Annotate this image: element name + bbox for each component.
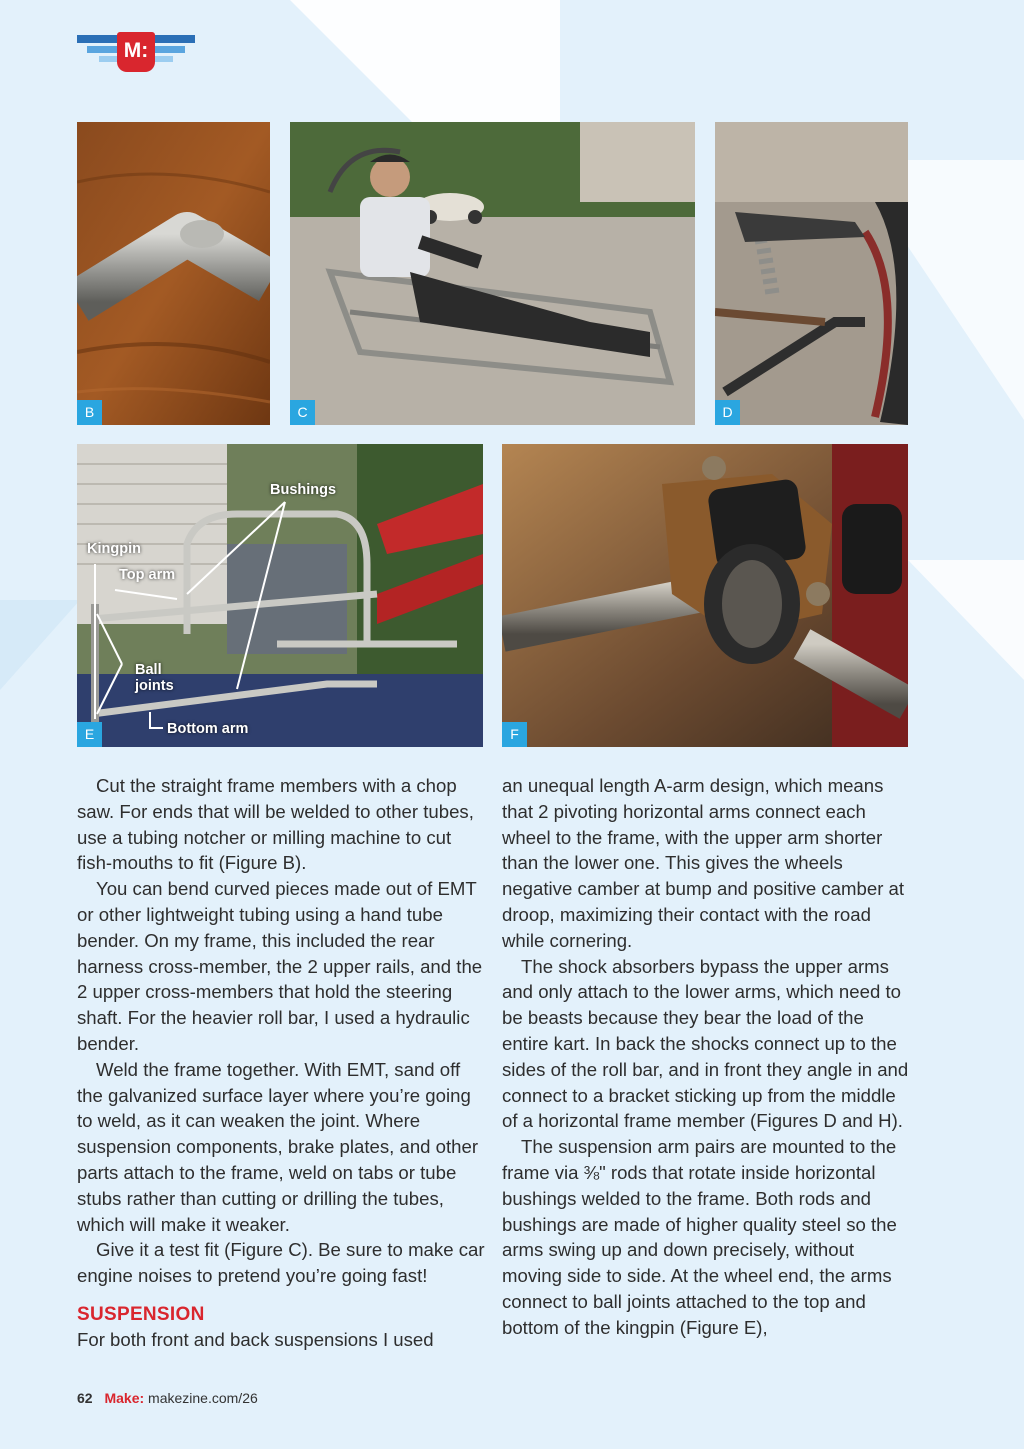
left-column	[77, 773, 487, 1353]
right-paragraph-2: The shock absorbers bypass the upper arms and only attach to the lower arms, which need to be beasts because they bear the load of the entire kart. In back the shocks connect up to the sides of the roll bar, and in front they angle in and connect to a bracket sticking up from the middle of a horizontal frame member (Figures D and H).	[502, 955, 909, 1132]
callout-bushings: Bushings	[270, 482, 337, 498]
right-paragraph-1: an unequal length A-arm design, which means that 2 pivoting horizontal arms connect each wheel to the frame, with the upper arm shorter than the lower one. This gives the wheels negative camber at bump and positive camber at droop, maximizing their contact with the road while cornering.	[502, 775, 905, 951]
left-paragraph-5: For both front and back suspensions I used	[77, 1328, 434, 1350]
photo-f	[502, 444, 908, 747]
right-paragraph-3: The suspension arm pairs are mounted to the frame via ⅜" rods that rotate inside horizontal bushings welded to the frame. Both rods and bushings are made of higher quality steel so the arms swing up and down precisely, without moving side to side. At the wheel end, the arms connect to ball joints attached to the top and bottom of the kingpin (Figure E),	[502, 1136, 897, 1338]
section-heading-suspension: SUSPENSION	[77, 1303, 205, 1325]
figure-label-b: B	[77, 400, 102, 425]
callout-ball-joints	[135, 662, 174, 694]
left-paragraph-2: You can bend curved pieces made out of EMT or other lightweight tubing using a hand tube bender. On my frame, this included the rear harness cross-member, the 2 upper rails, and the 2 upper cross-members that hold the steering shaft. For the heavier roll bar, I used a hydraulic bender.	[77, 878, 483, 1054]
photo-d	[715, 122, 908, 425]
figure-label-f: F	[502, 722, 527, 747]
figure-label-e: E	[77, 722, 102, 747]
footer-url[interactable]: makezine.com/26	[148, 1390, 258, 1406]
right-column	[502, 773, 912, 1341]
photo-b	[77, 122, 270, 425]
callout-ball-joints-line2: joints	[135, 678, 174, 694]
callout-top-arm: Top arm	[119, 567, 176, 583]
left-paragraph-1: Cut the straight frame members with a chop saw. For ends that will be welded to other tubes, use a tubing notcher or milling machine to cut fish-mouths to fit (Figure B).	[77, 775, 474, 874]
callout-ball-joints-line1: Ball	[135, 662, 162, 678]
callout-bottom-arm: Bottom arm	[167, 721, 249, 737]
photo-e	[77, 444, 483, 747]
left-paragraph-3: Weld the frame together. With EMT, sand off the galvanized surface layer where you’re going to weld, as it can weaken the joint. Where suspension components, brake plates, and other parts attach to the frame, weld on tabs or tube stubs rather than cutting or drilling the tubes, which will make it weaker.	[77, 1058, 479, 1235]
page-number: 62	[77, 1390, 93, 1406]
make-logo	[77, 32, 195, 72]
photo-c	[290, 122, 695, 425]
page-footer	[77, 1390, 258, 1406]
figure-label-d: D	[715, 400, 740, 425]
left-paragraph-4: Give it a test fit (Figure C). Be sure to make car engine noises to pretend you’re going fast!	[77, 1239, 485, 1287]
callout-kingpin: Kingpin	[87, 541, 141, 557]
figure-label-c: C	[290, 400, 315, 425]
footer-brand: Make:	[104, 1390, 145, 1406]
logo-shield: M:	[117, 32, 155, 72]
